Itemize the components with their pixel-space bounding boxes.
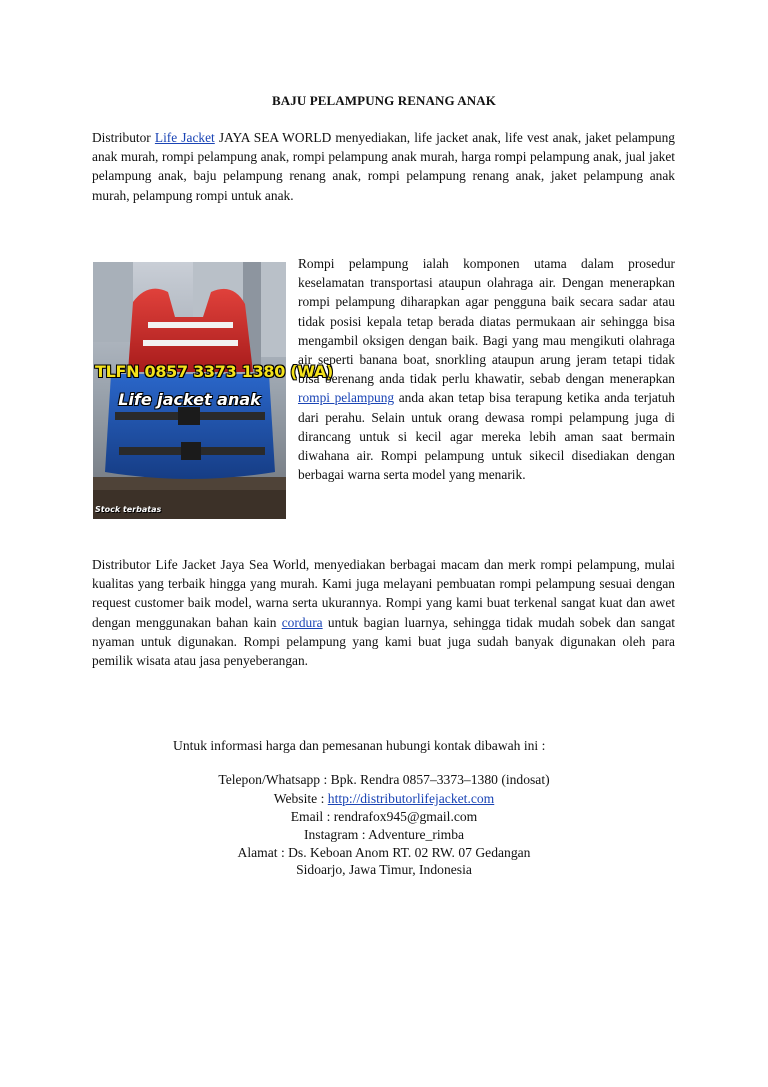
website-link[interactable]: http://distributorlifejacket.com — [327, 791, 495, 806]
rompi-text-end: anda akan tetap bisa terapung ketika anda terjatuh dari perahu. Selain untuk orang dewasa rompi pelampung juga di dirancang untuk si kecil agar mereka lebih aman saat bermain diwahana air. Rompi pelampung untuk sikecil disediakan dengan berbagai warna serta model yang menarik. — [298, 390, 675, 483]
distributor-text-end: untuk bagian luarnya, sehingga tidak mudah sobek dan sangat nyaman untuk digunakan. Rompi pelampung yang kami buat juga sudah banyak digunakan oleh para pemilik wisata atau jasa penyeberangan. — [92, 614, 675, 669]
photo-caption-overlay: Life jacket anak — [118, 390, 261, 409]
contact-address-line2: Sidoarjo, Jawa Timur, Indonesia — [296, 862, 472, 877]
intro-text-start: Distributor — [92, 130, 155, 145]
contact-address-line1: Alamat : Ds. Keboan Anom RT. 02 RW. 07 Gedangan — [237, 845, 531, 860]
life-jacket-photo — [93, 262, 334, 519]
distributor-paragraph — [92, 555, 675, 670]
intro-text-end: JAYA SEA WORLD menyediakan, life jacket anak, life vest anak, jaket pelampung anak murah, rompi pelampung anak, rompi pelampung anak murah, harga rompi pelampung anak, jual jaket pelampung anak, baju pelampung renang anak, rompi pelampung renang anak, jaket pelampung anak murah, pelampung rompi untuk anak. — [92, 130, 676, 203]
photo-phone-overlay: TLFN 0857 3373 1380 (WA) — [95, 362, 334, 381]
photo-stamp: Stock terbatas — [95, 505, 162, 514]
contact-website — [0, 791, 768, 807]
website-label: Website : — [273, 791, 328, 806]
distributor-text-start: Distributor Life Jacket Jaya Sea World, menyediakan berbagai macam dan merk rompi pelampung, mulai kualitas yang terbaik hingga yang murah. Kami juga melayani pembuatan rompi pelampung sesuai dengan request customer baik model, warna serta ukurannya. Rompi yang kami buat terkenal sangat kuat dan awet dengan menggunakan bahan kain — [92, 557, 675, 630]
intro-paragraph — [92, 128, 675, 205]
cordura-link[interactable]: cordura — [281, 614, 323, 630]
life-jacket-link[interactable]: Life Jacket — [154, 130, 215, 145]
rompi-text-start: Rompi pelampung ialah komponen utama dalam prosedur keselamatan transportasi ataupun olahraga air. Dengan menerapkan rompi pelampung diharapkan agar pengguna baik secara sadar atau tidak posisi kepala tetap berada diatas permukaan air sehingga bisa mengambil oksigen dengan baik. Bagi yang mau mengikuti olahraga air seperti banana boat, snorkling ataupun arung jeram tetapi tidak bisa berenang anda tidak perlu khawatir, sebab dengan menerapkan — [298, 256, 675, 387]
contact-phone: Telepon/Whatsapp : Bpk. Rendra 0857–3373–1380 (indosat) — [218, 772, 550, 787]
contact-email: Email : rendrafox945@gmail.com — [290, 809, 478, 824]
rompi-paragraph — [298, 254, 675, 484]
rompi-pelampung-link[interactable]: rompi pelampung — [298, 390, 395, 406]
contact-instagram: Instagram : Adventure_rimba — [303, 827, 465, 842]
contact-intro: Untuk informasi harga dan pemesanan hubungi kontak dibawah ini : — [173, 738, 546, 753]
document-title: BAJU PELAMPUNG RENANG ANAK — [272, 93, 496, 108]
